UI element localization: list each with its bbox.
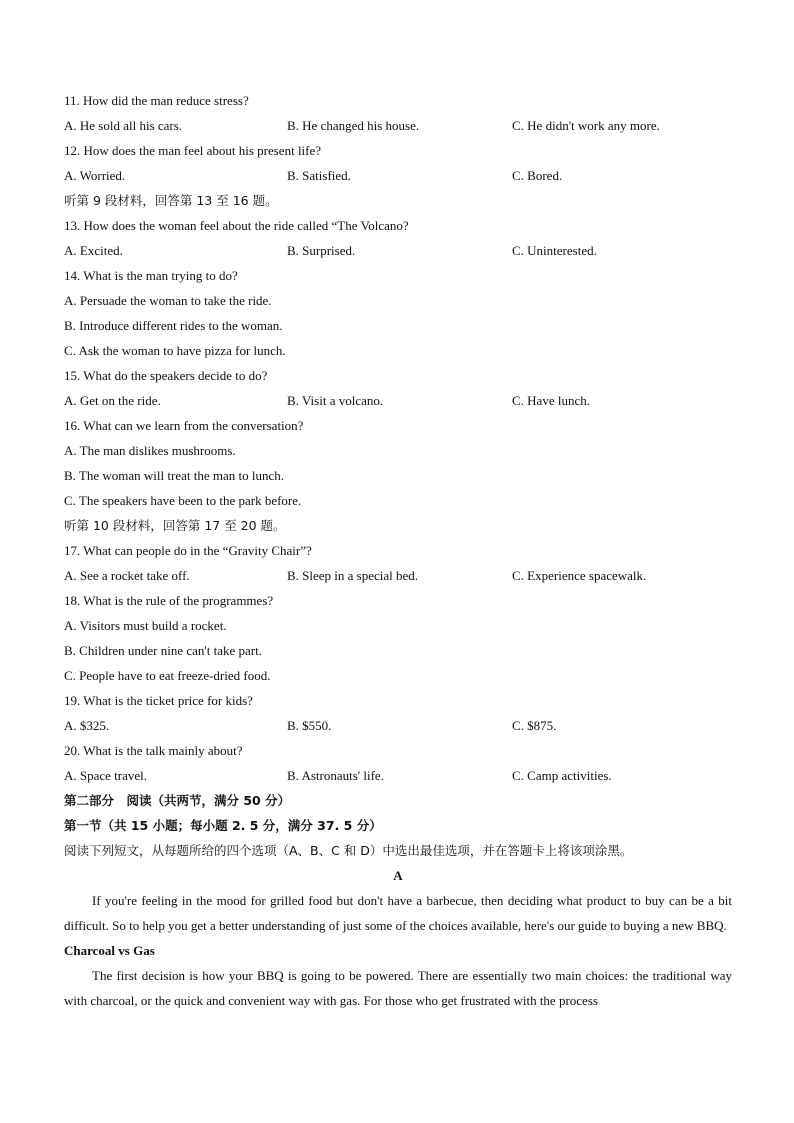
option-a: A. See a rocket take off.	[64, 568, 190, 583]
passage-paragraph-1: If you're feeling in the mood for grilled food but don't have a barbecue, then deciding what product to buy can be a bit difficult. So to help you get a better understanding of just some of the choices available, here's our guide to buying a new BBQ.	[64, 893, 732, 933]
question-12-options	[64, 163, 732, 188]
option-c: C. Uninterested.	[512, 243, 597, 258]
option-b: B. Surprised.	[287, 243, 356, 258]
option-c: C. He didn't work any more.	[512, 118, 660, 133]
option-c: C. Have lunch.	[512, 393, 590, 408]
option-b: B. Children under nine can't take part.	[64, 643, 263, 658]
option-b: B. The woman will treat the man to lunch.	[64, 468, 284, 483]
question-13: 13. How does the woman feel about the ride called “The Volcano?	[64, 218, 409, 233]
question-19: 19. What is the ticket price for kids?	[64, 693, 253, 708]
question-12: 12. How does the man feel about his present life?	[64, 143, 322, 158]
option-b: B. Astronauts' life.	[287, 768, 384, 783]
option-b: B. Introduce different rides to the woman.	[64, 318, 283, 333]
exam-page	[64, 88, 732, 1013]
option-b: B. He changed his house.	[287, 118, 420, 133]
question-15-options	[64, 388, 732, 413]
option-c: C. Bored.	[512, 168, 563, 183]
option-b: B. $550.	[287, 718, 332, 733]
option-a: A. Space travel.	[64, 768, 148, 783]
option-b: B. Visit a volcano.	[287, 393, 384, 408]
question-20: 20. What is the talk mainly about?	[64, 743, 243, 758]
option-a: A. The man dislikes mushrooms.	[64, 443, 236, 458]
question-17-options	[64, 563, 732, 588]
option-c: C. Experience spacewalk.	[512, 568, 647, 583]
passage-label: A	[393, 868, 403, 883]
question-17: 17. What can people do in the “Gravity Chair”?	[64, 543, 312, 558]
option-a: A. Get on the ride.	[64, 393, 161, 408]
option-b: B. Satisfied.	[287, 168, 351, 183]
option-c: C. People have to eat freeze-dried food.	[64, 668, 271, 683]
option-b: B. Sleep in a special bed.	[287, 568, 419, 583]
option-c: C. The speakers have been to the park before.	[64, 493, 302, 508]
option-a: A. He sold all his cars.	[64, 118, 183, 133]
passage-subheading: Charcoal vs Gas	[64, 943, 155, 958]
question-11-options	[64, 113, 732, 138]
option-c: C. Camp activities.	[512, 768, 612, 783]
option-a: A. $325.	[64, 718, 110, 733]
question-16: 16. What can we learn from the conversation?	[64, 418, 304, 433]
listening-instruction-9: 听第 9 段材料，回答第 13 至 16 题。	[64, 193, 278, 208]
option-a: A. Excited.	[64, 243, 123, 258]
question-20-options	[64, 763, 732, 788]
option-a: A. Worried.	[64, 168, 126, 183]
option-c: C. Ask the woman to have pizza for lunch.	[64, 343, 286, 358]
part-two-heading: 第二部分 阅读（共两节，满分 50 分）	[64, 793, 291, 808]
section-one-heading: 第一节（共 15 小题；每小题 2. 5 分，满分 37. 5 分）	[64, 818, 382, 833]
option-a: A. Visitors must build a rocket.	[64, 618, 227, 633]
question-18: 18. What is the rule of the programmes?	[64, 593, 274, 608]
listening-instruction-10: 听第 10 段材料，回答第 17 至 20 题。	[64, 518, 286, 533]
question-15: 15. What do the speakers decide to do?	[64, 368, 268, 383]
question-13-options	[64, 238, 732, 263]
question-11: 11. How did the man reduce stress?	[64, 93, 249, 108]
question-19-options	[64, 713, 732, 738]
question-14: 14. What is the man trying to do?	[64, 268, 238, 283]
passage-paragraph-2: The first decision is how your BBQ is going to be powered. There are essentially two main choices: the traditional way with charcoal, or the quick and convenient way with gas. For those who get frustrated with the process	[64, 968, 732, 1008]
reading-instruction: 阅读下列短文，从每题所给的四个选项（A、B、C 和 D）中选出最佳选项，并在答题卡上将该项涂黑。	[64, 843, 633, 858]
option-a: A. Persuade the woman to take the ride.	[64, 293, 272, 308]
option-c: C. $875.	[512, 718, 557, 733]
